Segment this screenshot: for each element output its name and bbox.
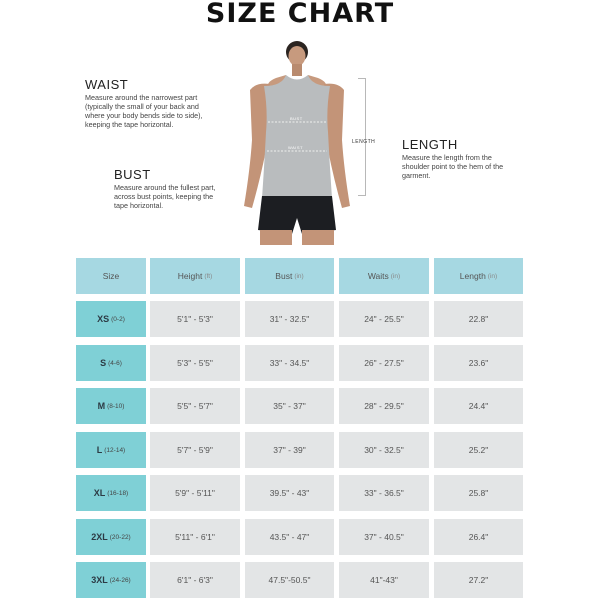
size-range: (8-10) — [107, 402, 125, 410]
bust-cell: 37" - 39" — [245, 432, 334, 468]
size-cell — [76, 301, 146, 337]
bust-cell: 31" - 32.5" — [245, 301, 334, 337]
waist-cell: 30" - 32.5" — [339, 432, 429, 468]
size-label: XL — [93, 488, 106, 498]
height-cell: 5'9" - 5'11" — [150, 475, 240, 511]
length-cell: 27.2" — [434, 562, 523, 598]
waist-description — [85, 93, 202, 129]
bust-cell: 43.5" - 47" — [245, 519, 334, 555]
bust-description-line: Measure around the fullest part, — [114, 183, 216, 192]
header-bust-unit: (in) — [294, 272, 304, 280]
header-length — [434, 258, 523, 294]
size-cell — [76, 388, 146, 424]
bust-cell: 39.5" - 43" — [245, 475, 334, 511]
header-bust-label: Bust — [275, 271, 293, 281]
model-illustration — [244, 41, 350, 245]
waist-description-line: keeping the tape horizontal. — [85, 120, 174, 129]
header-length-unit: (in) — [487, 272, 498, 280]
length-description-line: shoulder point to the hem of the — [402, 162, 504, 171]
header-size — [76, 258, 146, 294]
waist-heading: WAIST — [85, 77, 129, 92]
length-cell: 25.2" — [434, 432, 523, 468]
waist-description-line: (typically the small of your back and — [85, 102, 199, 111]
length-description-line: Measure the length from the — [402, 153, 492, 162]
size-range: (20-22) — [109, 533, 131, 541]
header-size-label: Size — [102, 271, 120, 281]
length-description — [402, 153, 503, 180]
size-label: L — [96, 445, 103, 455]
length-cell: 23.6" — [434, 345, 523, 381]
length-cell: 26.4" — [434, 519, 523, 555]
size-range: (16-18) — [107, 489, 129, 497]
height-cell: 5'11" - 6'1" — [150, 519, 240, 555]
bust-cell: 47.5"-50.5" — [245, 562, 334, 598]
header-height-label: Height — [177, 271, 203, 281]
waist-cell: 33" - 36.5" — [339, 475, 429, 511]
waist-cell: 37" - 40.5" — [339, 519, 429, 555]
header-waist-label: Waits — [367, 271, 389, 281]
bust-heading: BUST — [114, 167, 151, 182]
header-waist — [339, 258, 429, 294]
height-cell: 6'1" - 6'3" — [150, 562, 240, 598]
length-guide-line — [365, 78, 366, 196]
size-cell — [76, 519, 146, 555]
waist-description-line: where your body bends side to side), — [85, 111, 203, 120]
size-label: 3XL — [91, 575, 108, 585]
height-cell: 5'7" - 5'9" — [150, 432, 240, 468]
waist-description-line: Measure around the narrowest part — [85, 93, 198, 102]
size-range: (0-2) — [111, 315, 125, 323]
header-height — [150, 258, 240, 294]
size-range: (12-14) — [104, 446, 126, 454]
length-description-line: garment. — [402, 171, 431, 180]
size-label: S — [100, 358, 107, 368]
bust-description-line: across bust points, keeping the — [114, 192, 214, 201]
waist-figure-label: WAIST — [288, 145, 304, 150]
size-label: 2XL — [91, 532, 108, 542]
size-label: M — [97, 401, 106, 411]
length-cell: 22.8" — [434, 301, 523, 337]
bust-description-line: tape horizontal. — [114, 201, 164, 210]
header-height-unit: (ft) — [204, 272, 213, 280]
size-range: (4-6) — [108, 359, 122, 367]
bust-figure-label: BUST — [290, 116, 303, 121]
size-label: XS — [97, 314, 110, 324]
bust-cell: 33" - 34.5" — [245, 345, 334, 381]
model-figure — [230, 40, 365, 245]
header-waist-unit: (in) — [390, 272, 401, 280]
size-cell — [76, 345, 146, 381]
header-length-label: Length — [459, 271, 486, 281]
waist-cell: 41"-43" — [339, 562, 429, 598]
page-title: SIZE CHART — [205, 0, 395, 29]
waist-cell: 26" - 27.5" — [339, 345, 429, 381]
height-cell: 5'5" - 5'7" — [150, 388, 240, 424]
length-cell: 25.8" — [434, 475, 523, 511]
size-range: (24-26) — [109, 576, 131, 584]
waist-cell: 28" - 29.5" — [339, 388, 429, 424]
waist-cell: 24" - 25.5" — [339, 301, 429, 337]
size-cell — [76, 432, 146, 468]
height-cell: 5'1" - 5'3" — [150, 301, 240, 337]
length-cell: 24.4" — [434, 388, 523, 424]
bust-description — [114, 183, 215, 210]
bust-cell: 35" - 37" — [245, 388, 334, 424]
size-cell — [76, 562, 146, 598]
size-cell — [76, 475, 146, 511]
length-guide-label: LENGTH — [352, 139, 376, 145]
header-bust — [245, 258, 334, 294]
length-heading: LENGTH — [402, 137, 458, 152]
height-cell: 5'3" - 5'5" — [150, 345, 240, 381]
